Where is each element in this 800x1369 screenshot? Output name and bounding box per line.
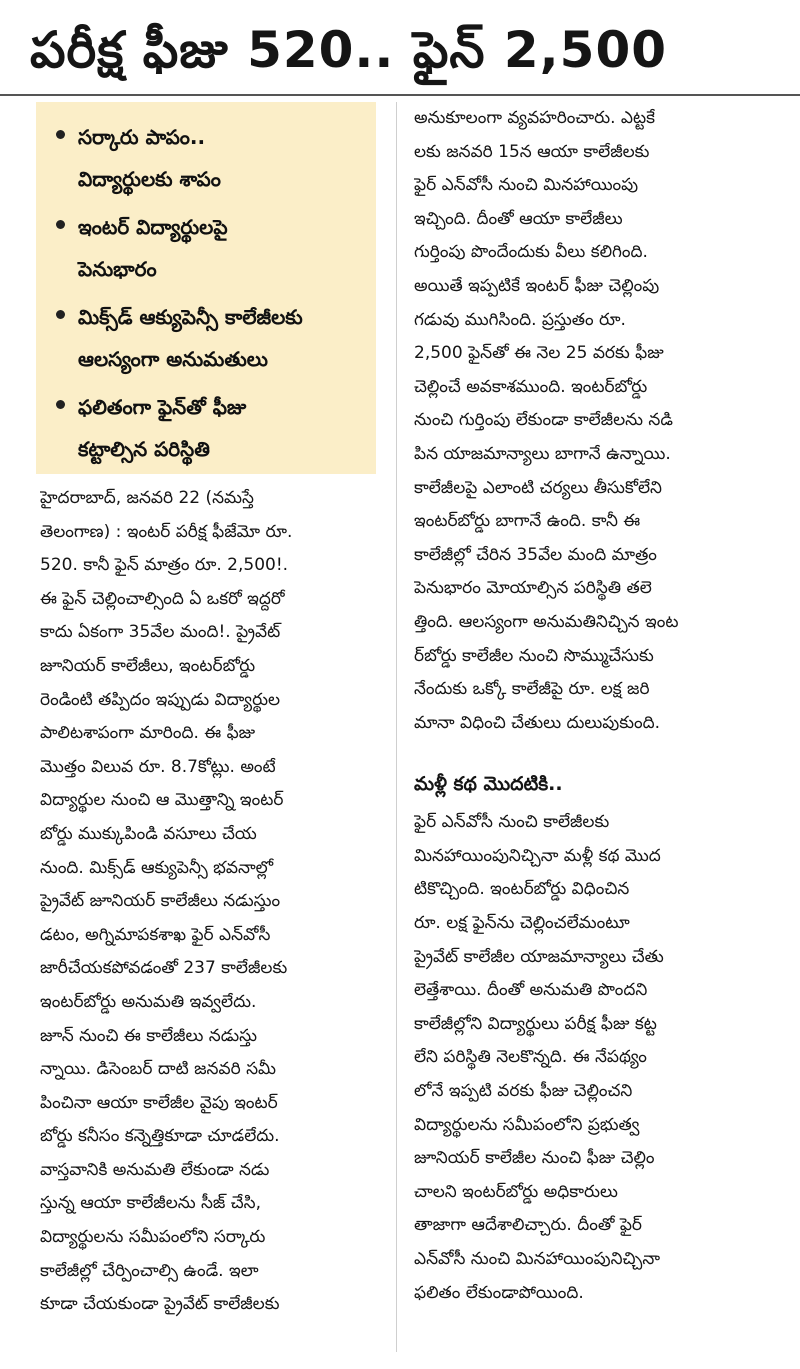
text-line: గుర్తింపు పొందేందుకు వీలు కలిగింది.	[414, 242, 648, 263]
text-line: బోర్డు ముక్కుపిండి వసూలు చేయ	[40, 823, 257, 844]
text-line: కాదు ఏకంగా 35వేల మంది!. ప్రైవేట్	[40, 622, 281, 643]
article-right-column	[414, 102, 770, 1310]
text-line: ఫలితం లేకుండాపోయింది.	[414, 1282, 584, 1303]
text-line: న్నాయి. డిసెంబర్ దాటి జనవరి సమీ	[40, 1059, 276, 1080]
text-line: ప్రైవేట్ కాలేజీల యాజమాన్యాలు చేతు	[414, 946, 664, 967]
text-line: మొత్తం విలువ రూ. 8.7కోట్లు. అంటే	[40, 756, 276, 777]
text-line: అయితే ఇప్పటికే ఇంటర్ ఫీజు చెల్లింపు	[414, 275, 660, 296]
text-line: విద్యార్థులను సమీపంలోని సర్కారు	[40, 1227, 266, 1248]
text-line: కాలేజీల్లోని విద్యార్థులు పరీక్ష ఫీజు కట్ట	[414, 1013, 657, 1034]
text-line: గడువు ముగిసింది. ప్రస్తుతం రూ.	[414, 309, 626, 330]
text-line: బోర్డు కనీసం కన్నెత్తికూడా చూడలేదు.	[40, 1126, 280, 1147]
text-line: 520. కానీ ఫైన్ మాత్రం రూ. 2,500!.	[40, 555, 289, 576]
bullet-icon	[56, 400, 65, 409]
text-line: నుంచి గుర్తింపు లేకుండా కాలేజీలను నడి	[414, 410, 673, 431]
text-line: అనుకూలంగా వ్యవహరించారు. ఎట్టకే	[414, 108, 656, 128]
bullet-icon	[56, 220, 65, 229]
headline-rule	[0, 94, 800, 96]
text-line: కాలేజీల్లో చేర్పించాల్సి ఉండే. ఇలా	[40, 1260, 259, 1281]
text-line: లకు జనవరి 15న ఆయా కాలేజీలకు	[414, 141, 650, 162]
highlight-line: సర్కారు పాపం..	[78, 125, 206, 149]
text-line: ఇంటర్‌బోర్డు అనుమతి ఇవ్వలేదు.	[40, 991, 257, 1012]
text-line: కూడా చేయకుండా ప్రైవేట్ కాలేజీలకు	[40, 1294, 280, 1315]
text-line: మానా విధించి చేతులు దులుపుకుంది.	[414, 712, 661, 733]
text-line: ఫైర్ ఎన్‌వోసీ నుంచి కాలేజీలకు	[414, 812, 610, 833]
section-body	[414, 806, 770, 1310]
text-line: ఈ ఫైన్ చెల్లించాల్సింది ఏ ఒకరో ఇద్దరో	[40, 588, 285, 609]
text-line: పిన యాజమాన్యాలు బాగానే ఉన్నాయి.	[414, 443, 671, 464]
text-line: జూనియర్ కాలేజీలు, ఇంటర్‌బోర్డు	[40, 655, 256, 676]
highlight-line: విద్యార్థులకు శాపం	[78, 167, 221, 191]
text-line: జూనియర్ కాలేజీల నుంచి ఫీజు చెల్లిం	[414, 1148, 655, 1169]
column-divider	[396, 102, 397, 1352]
highlight-line: మిక్స్‌డ్ ఆక్యుపెన్సీ కాలేజీలకు	[78, 305, 303, 329]
bullet-icon	[56, 130, 65, 139]
highlight-item	[56, 206, 362, 290]
text-line: విద్యార్థుల నుంచి ఆ మొత్తాన్ని ఇంటర్	[40, 790, 284, 811]
highlight-line: ఫలితంగా ఫైన్‌తో ఫీజు	[78, 395, 247, 419]
section-subheading: మళ్లీ కథ మొదటికి..	[414, 773, 563, 796]
text-line: టికొచ్చింది. ఇంటర్‌బోర్డు విధించిన	[414, 879, 630, 900]
text-line: పాలిటశాపంగా మారింది. ఈ ఫీజు	[40, 723, 256, 744]
text-line: డటం, అగ్నిమాపకశాఖ ఫైర్ ఎన్‌వోసీ	[40, 924, 271, 945]
text-line: కాలేజీల్లో చేరిన 35వేల మంది మాత్రం	[414, 544, 657, 565]
text-line: నుంది. మిక్స్‌డ్ ఆక్యుపెన్సీ భవనాల్లో	[40, 857, 274, 878]
text-line: పించినా ఆయా కాలేజీల వైపు ఇంటర్	[40, 1092, 278, 1113]
text-line: మినహాయింపునిచ్చినా మళ్లీ కథ మొద	[414, 845, 661, 866]
text-line: పెనుభారం మోయాల్సిన పరిస్థితి తలె	[414, 578, 652, 599]
highlight-item	[56, 386, 362, 470]
text-line: రూ. లక్ష ఫైన్‌ను చెల్లించలేమంటూ	[414, 913, 630, 934]
highlight-line: ఇంటర్ విద్యార్థులపై	[78, 215, 228, 239]
text-line: విద్యార్థులను సమీపంలోని ప్రభుత్వ	[414, 1114, 640, 1135]
text-line: హైదరాబాద్, జనవరి 22 (నమస్తే	[40, 488, 254, 508]
highlight-line: కట్టాల్సిన పరిస్థితి	[78, 437, 210, 461]
text-line: ప్రైవేట్ జూనియర్ కాలేజీలు నడుస్తుం	[40, 891, 281, 912]
headline: పరీక్ష ఫీజు 520.. ఫైన్ 2,500	[30, 21, 668, 79]
text-line: ఇంటర్‌బోర్డు బాగానే ఉంది. కానీ ఈ	[414, 511, 641, 532]
text-line: చాలని ఇంటర్‌బోర్డు అధికారులు	[414, 1181, 618, 1202]
text-line: వాస్తవానికి అనుమతి లేకుండా నడు	[40, 1159, 270, 1180]
text-line: ఫైర్ ఎన్‌వోసీ నుంచి మినహాయింపు	[414, 175, 639, 196]
text-line: చెల్లించే అవకాశముంది. ఇంటర్‌బోర్డు	[414, 376, 648, 397]
text-line: కాలేజీలపై ఎలాంటి చర్యలు తీసుకోలేని	[414, 477, 662, 498]
text-line: 2,500 ఫైన్‌తో ఈ నెల 25 వరకు ఫీజు	[414, 343, 664, 364]
highlight-line: ఆలస్యంగా అనుమతులు	[78, 347, 268, 371]
highlight-line: పెనుభారం	[78, 257, 157, 281]
text-line: లేని పరిస్థితి నెలకొన్నది. ఈ నేపథ్యం	[414, 1047, 647, 1068]
text-line: జారీచేయకపోవడంతో 237 కాలేజీలకు	[40, 958, 288, 979]
text-line: స్తున్న ఆయా కాలేజీలను సీజ్ చేసి,	[40, 1193, 262, 1214]
text-line: రెండింటి తప్పిదం ఇప్పుడు విద్యార్థుల	[40, 689, 281, 710]
text-line: లోనే ఇప్పటి వరకు ఫీజు చెల్లించని	[414, 1081, 633, 1102]
highlight-item	[56, 116, 362, 200]
highlights-box	[36, 102, 376, 474]
text-line: తాజాగా ఆదేశాలిచ్చారు. దీంతో ఫైర్	[414, 1215, 642, 1236]
article-left-column	[40, 482, 380, 1322]
text-line: నేందుకు ఒక్కో కాలేజీపై రూ. లక్ష జరి	[414, 679, 650, 700]
text-line: ర్‌బోర్డు కాలేజీల నుంచి సొమ్ముచేసుకు	[414, 645, 654, 666]
text-line: లెత్తేశాయి. దీంతో అనుమతి పొందని	[414, 980, 648, 1001]
text-line: ఇచ్చింది. దీంతో ఆయా కాలేజీలు	[414, 208, 623, 229]
highlight-item	[56, 296, 362, 380]
text-line: త్తింది. ఆలస్యంగా అనుమతినిచ్చిన ఇంట	[414, 611, 679, 632]
text-line: తెలంగాణ) : ఇంటర్ పరీక్ష ఫీజేమో రూ.	[40, 521, 293, 542]
text-line: జూన్ నుంచి ఈ కాలేజీలు నడుస్తు	[40, 1025, 257, 1046]
text-line: ఎన్‌వోసీ నుంచి మినహాయింపునిచ్చినా	[414, 1249, 661, 1269]
bullet-icon	[56, 310, 65, 319]
